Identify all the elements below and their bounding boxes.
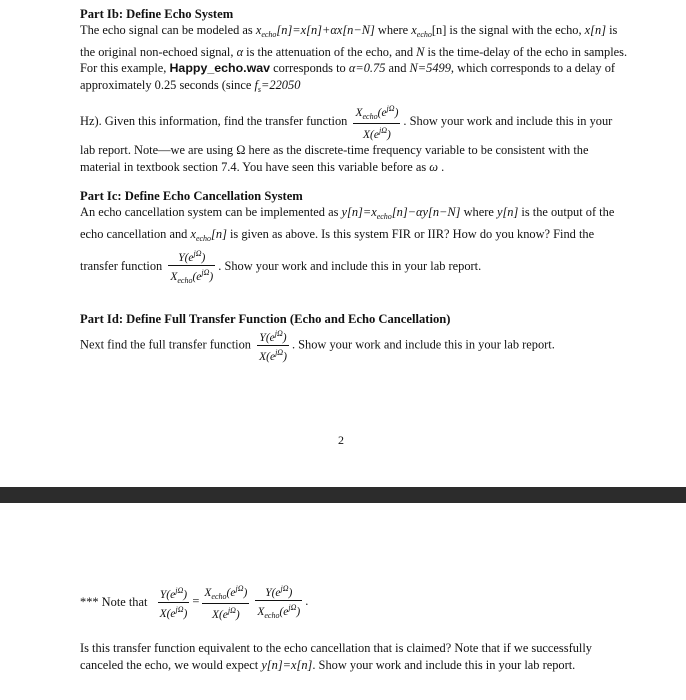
omega-capital-symbol: Ω [236,143,246,157]
text-run: and [385,61,410,75]
section-part-ic [80,188,628,287]
x-echo-symbol: $x_{echo}$ [411,23,432,39]
paragraph-part-ib [80,22,628,98]
text-run: . Show your work and include this in your lab report. [312,657,576,672]
cancellation-tf-fraction: $\frac{Y(e^{j\Omega})}{X_{echo}(e^{j\Omega})}$ [257,584,301,620]
text-run: Hz). Given this information, find the transfer function [80,113,351,128]
alpha-symbol: α [236,44,244,59]
text-run: is given as above. Is this system FIR or IIR? How do you know? Find the transfer function [80,226,595,273]
text-run: where [374,23,412,37]
heading-part-ic: Part Ic: Define Echo Cancellation System [80,189,303,203]
paragraph-part-id [80,327,628,364]
text-run: corresponds to [270,61,349,75]
text-run: Next find the full transfer function [80,337,255,352]
text-run: An echo cancellation system can be implemented as [80,205,342,219]
section-question [80,640,628,673]
text-run: here as the discrete-time frequency variable to be consistent with the material in textbook section 7.4. You have seen this variable before as [80,143,589,174]
echo-tf-fraction: $\frac{X_{echo}(e^{j\Omega})}{X(e^{j\Omega})}$ [204,584,248,621]
text-run: is the time-delay of the echo in samples. For this example, [80,44,628,75]
text-run: is the output of the echo cancellation and [80,205,615,241]
text-run: Is this transfer function equivalent to the echo cancellation that is claimed? Note that if we successfully canceled the echo, we would expect [80,641,592,672]
heading-part-id: Part Id: Define Full Transfer Function (Echo and Echo Cancellation) [80,312,451,326]
x-n-symbol: x[n] [584,23,607,37]
x-echo-symbol: $x_{echo}[n]$ [190,226,227,243]
omega-small-symbol: ω [429,159,439,174]
text-run: where [460,205,497,219]
fs-value: $f_s=22050$ [254,77,301,94]
page-divider [0,487,686,503]
text-run: is the original non-echoed signal, [80,23,618,59]
y-n-symbol: y[n] [496,205,519,219]
n-symbol: N [416,44,425,59]
note-lead: *** Note that [80,594,148,609]
section-part-ib [80,6,628,175]
equals-sign: = [192,593,200,608]
paragraph-question [80,640,628,673]
text-run: . Show your work and include this in your lab report. [291,337,555,352]
transfer-function-fraction: $\frac{Y(e^{j\Omega})}{X(e^{j\Omega})}$ [259,329,287,363]
transfer-function-fraction: $\frac{X_{echo}(e^{j\Omega})}{X(e^{j\Omega})}$ [355,104,399,141]
section-part-id [80,311,628,364]
full-tf-fraction: $\frac{Y(e^{j\Omega})}{X(e^{j\Omega})}$ [159,585,188,620]
period: . [305,593,309,608]
text-run: The echo signal can be modeled as [80,23,256,37]
paragraph-part-ic [80,204,628,287]
cancellation-equation: $y[n]=x_{echo}[n]-\alpha y[n-N]$ [341,205,461,221]
transfer-function-fraction: $\frac{Y(e^{j\Omega})}{X_{echo}(e^{j\Omega})}$ [170,249,214,285]
heading-part-ib: Part Ib: Define Echo System [80,7,234,21]
text-run: . Show your work and include this in your lab report. [218,258,482,273]
n-value: N=5499 [409,61,451,75]
paragraph-part-ib-cont [80,102,628,175]
text-run: [n] is the signal with the echo, [431,23,585,37]
identity-equation: y[n]=x[n] [261,657,313,672]
alpha-value: α=0.75 [348,61,386,75]
note-equation [80,582,308,622]
page-number: 2 [338,433,344,447]
text-run: , which corresponds to a delay of approximately 0.25 seconds (since [80,61,616,92]
text-run: . Show your work and include this in your lab report. Note—we are using [80,113,613,157]
text-run: is the attenuation of the echo, and [243,44,417,59]
text-run: . [438,159,445,174]
echo-equation: $x_{echo}[n]=x[n]+\alpha x[n-N]$ [255,23,375,39]
filename: Happy_echo.wav [169,61,271,75]
